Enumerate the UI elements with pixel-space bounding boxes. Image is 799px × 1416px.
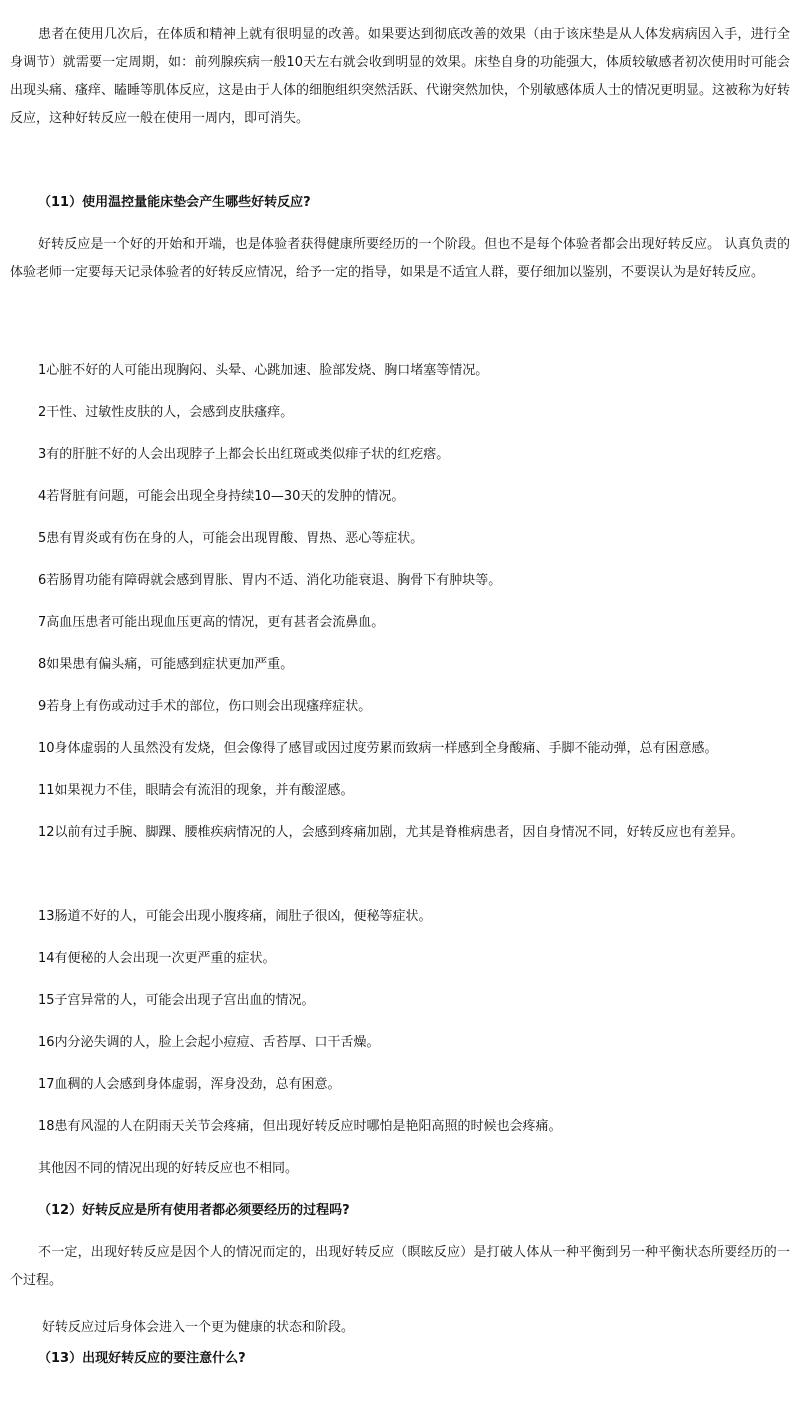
list-item: 2干性、过敏性皮肤的人，会感到皮肤瘙痒。 <box>38 405 294 420</box>
list-item: 9若身上有伤或动过手术的部位，伤口则会出现瘙痒症状。 <box>38 699 372 714</box>
list-item: 16内分泌失调的人，脸上会起小痘痘、舌苔厚、口干舌燥。 <box>38 1035 380 1050</box>
list-item: 5患有胃炎或有伤在身的人，可能会出现胃酸、胃热、恶心等症状。 <box>38 531 424 546</box>
heading-11: （11）使用温控量能床垫会产生哪些好转反应? <box>38 195 311 210</box>
paragraph-other: 其他因不同的情况出现的好转反应也不相同。 <box>38 1161 299 1176</box>
paragraph-intro: 患者在使用几次后，在体质和精神上就有很明显的改善。如果要达到彻底改善的效果（由于该床垫是从人体发病病因入手，进行全身调节）就需要一定周期，如：前列腺疾病一般10天左右就会收到明显的效果。床垫自身的功能强大，体质较敏感者初次使用时可能会出现头痛、瘙痒、瞌睡等肌体反应，这是由于人体的细胞组织突然活跃、代谢突然加快，个别敏感体质人士的情况更明显。这被称为好转反应，这种好转反应一般在使用一周内，即可消失。 <box>10 27 791 126</box>
list-item: 12以前有过手腕、脚踝、腰椎疾病情况的人，会感到疼痛加剧，尤其是脊椎病患者，因自身情况不同，好转反应也有差异。 <box>38 825 744 840</box>
heading-12: （12）好转反应是所有使用者都必须要经历的过程吗? <box>38 1203 350 1218</box>
list-item: 6若肠胃功能有障碍就会感到胃胀、胃内不适、消化功能衰退、胸骨下有肿块等。 <box>38 573 502 588</box>
list-item: 10身体虚弱的人虽然没有发烧，但会像得了感冒或因过度劳累而致病一样感到全身酸痛、手脚不能动弹，总有困意感。 <box>38 741 718 756</box>
paragraph-after-reaction: 好转反应过后身体会进入一个更为健康的状态和阶段。 <box>42 1320 355 1335</box>
list-item: 14有便秘的人会出现一次更严重的症状。 <box>38 951 276 966</box>
list-item: 13肠道不好的人，可能会出现小腹疼痛，闹肚子很凶，便秘等症状。 <box>38 909 432 924</box>
list-item: 8如果患有偏头痛，可能感到症状更加严重。 <box>38 657 294 672</box>
list-item: 3有的肝脏不好的人会出现脖子上都会长出红斑或类似痱子状的红疙瘩。 <box>38 447 450 462</box>
list-item: 11如果视力不佳，眼睛会有流泪的现象，并有酸涩感。 <box>38 783 354 798</box>
paragraph-not-required: 不一定，出现好转反应是因个人的情况而定的，出现好转反应（瞑眩反应）是打破人体从一种平衡到另一种平衡状态所要经历的一个过程。 <box>10 1245 790 1288</box>
list-item: 15子宫异常的人，可能会出现子宫出血的情况。 <box>38 993 315 1008</box>
list-item: 1心脏不好的人可能出现胸闷、头晕、心跳加速、脸部发烧、胸口堵塞等情况。 <box>38 363 489 378</box>
list-item: 4若肾脏有问题，可能会出现全身持续10—30天的发肿的情况。 <box>38 489 405 504</box>
heading-13: （13）出现好转反应的要注意什么? <box>38 1351 246 1366</box>
list-item: 17血稠的人会感到身体虚弱，浑身没劲，总有困意。 <box>38 1077 341 1092</box>
paragraph-reaction-overview: 好转反应是一个好的开始和开端，也是体验者获得健康所要经历的一个阶段。但也不是每个体验者都会出现好转反应。 认真负责的体验老师一定要每天记录体验者的好转反应情况，给予一定的指导，如果是不适宜人群，要仔细加以鉴别，不要误认为是好转反应。 <box>10 237 790 280</box>
list-item: 18患有风湿的人在阴雨天关节会疼痛，但出现好转反应时哪怕是艳阳高照的时候也会疼痛。 <box>38 1119 562 1134</box>
list-item: 7高血压患者可能出现血压更高的情况，更有甚者会流鼻血。 <box>38 615 385 630</box>
